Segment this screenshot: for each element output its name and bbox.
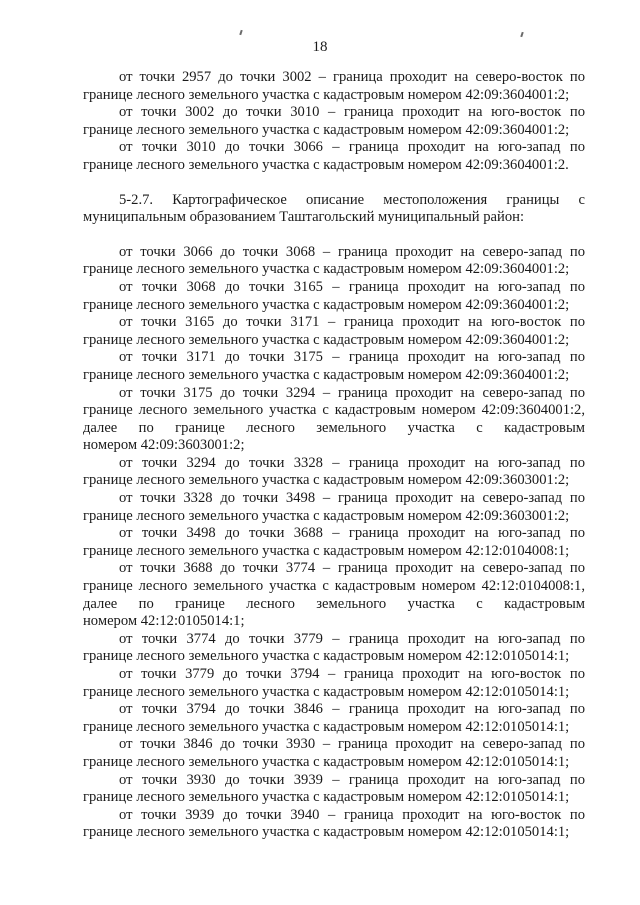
boundary-item-line: от точки 3171 до точки 3175 – граница проходит на юго-запад по — [119, 349, 585, 366]
boundary-item-line: номером 42:12:0105014:1; — [83, 613, 245, 630]
boundary-item-line: границе лесного земельного участка с кадастровым номером 42:12:0105014:1; — [83, 753, 570, 770]
page-number: 18 — [312, 39, 328, 55]
document-body — [83, 69, 585, 842]
boundary-item — [83, 455, 585, 490]
scan-speck — [239, 30, 242, 35]
boundary-item — [83, 139, 585, 174]
boundary-item — [83, 490, 585, 525]
boundary-item-line: границе лесного земельного участка с кадастровым номером 42:12:0105014:1; — [83, 789, 570, 806]
boundary-item-line: от точки 3294 до точки 3328 – граница проходит на юго-запад по — [119, 454, 585, 471]
boundary-item-line: от точки 3779 до точки 3794 – граница проходит на юго-восток по — [119, 666, 585, 682]
scan-speck — [520, 32, 523, 37]
boundary-item-line: далее по границе лесного земельного участка с кадастровым — [83, 595, 585, 612]
boundary-item-line: границе лесного земельного участка с кадастровым номером 42:12:0105014:1; — [83, 824, 570, 841]
boundary-item-line: границе лесного земельного участка с кадастровым номером 42:09:3604001:2; — [83, 366, 570, 383]
boundary-item — [83, 314, 585, 349]
boundary-item — [83, 666, 585, 701]
section-spacer — [83, 227, 585, 244]
boundary-item-line: границе лесного земельного участка с кадастровым номером 42:09:3604001:2. — [83, 156, 569, 173]
boundary-item-line: границе лесного земельного участка с кадастровым номером 42:09:3604001:2; — [83, 331, 570, 348]
boundary-item-line: от точки 3774 до точки 3779 – граница проходит на юго-запад по — [119, 630, 585, 647]
boundary-item-line: от точки 3930 до точки 3939 – граница проходит на юго-запад по — [119, 771, 585, 788]
boundary-item-line: далее по границе лесного земельного участка с кадастровым — [83, 419, 585, 436]
boundary-item-line: границе лесного земельного участка с кадастровым номером 42:09:3604001:2; — [83, 121, 570, 138]
boundary-item — [83, 772, 585, 807]
boundary-item-line: от точки 3498 до точки 3688 – граница проходит на юго-запад по — [119, 525, 585, 542]
boundary-item-line: границе лесного земельного участка с кадастровым номером 42:09:3603001:2; — [83, 472, 570, 489]
boundary-item-line: границе лесного земельного участка с кадастровым номером 42:09:3604001:2, — [83, 402, 585, 419]
boundary-item-line: от точки 3939 до точки 3940 – граница проходит на юго-восток по — [119, 806, 585, 823]
boundary-item-line: от точки 3066 до точки 3068 – граница проходит на северо-запад по — [119, 243, 585, 260]
boundary-item — [83, 631, 585, 666]
boundary-item — [83, 736, 585, 771]
boundary-item — [83, 525, 585, 560]
boundary-item-line: от точки 2957 до точки 3002 – граница проходит на северо-восток по — [119, 69, 585, 85]
boundary-item-line: границе лесного земельного участка с кадастровым номером 42:12:0104008:1; — [83, 542, 570, 559]
section-heading — [83, 192, 585, 227]
boundary-item-line: границе лесного земельного участка с кадастровым номером 42:09:3604001:2; — [83, 86, 570, 103]
section-spacer — [83, 175, 585, 192]
boundary-item-line: от точки 3846 до точки 3930 – граница проходит на северо-запад по — [119, 736, 585, 753]
boundary-item — [83, 104, 585, 139]
boundary-item-line: от точки 3328 до точки 3498 – граница проходит на северо-запад по — [119, 490, 585, 507]
boundary-item-line: границе лесного земельного участка с кадастровым номером 42:12:0105014:1; — [83, 648, 570, 665]
boundary-item-line: границе лесного земельного участка с кадастровым номером 42:12:0104008:1, — [83, 578, 585, 595]
boundary-item — [83, 244, 585, 279]
boundary-item-line: от точки 3002 до точки 3010 – граница проходит на юго-восток по — [119, 104, 585, 121]
boundary-item — [83, 69, 585, 104]
boundary-item-line: границе лесного земельного участка с кадастровым номером 42:12:0105014:1; — [83, 683, 570, 700]
boundary-item-line: от точки 3165 до точки 3171 – граница проходит на юго-восток по — [119, 314, 585, 331]
boundary-item-line: от точки 3688 до точки 3774 – граница проходит на северо-запад по — [119, 560, 585, 577]
boundary-item-line: границе лесного земельного участка с кадастровым номером 42:12:0105014:1; — [83, 718, 570, 735]
boundary-item-line: границе лесного земельного участка с кадастровым номером 42:09:3604001:2; — [83, 296, 570, 313]
boundary-item-line: номером 42:09:3603001:2; — [83, 437, 245, 454]
boundary-item — [83, 385, 585, 455]
boundary-item — [83, 279, 585, 314]
boundary-item-line: от точки 3794 до точки 3846 – граница проходит на юго-запад по — [119, 701, 585, 718]
boundary-item — [83, 807, 585, 842]
boundary-item-line: от точки 3068 до точки 3165 – граница проходит на юго-запад по — [119, 278, 585, 295]
boundary-item-line: границе лесного земельного участка с кадастровым номером 42:09:3603001:2; — [83, 507, 570, 524]
boundary-item — [83, 701, 585, 736]
boundary-item-line: от точки 3010 до точки 3066 – граница проходит на юго-запад по — [119, 139, 585, 156]
boundary-item — [83, 349, 585, 384]
section-heading-line: 5-2.7. Картографическое описание местоположения границы с — [119, 191, 585, 208]
boundary-item-line: границе лесного земельного участка с кадастровым номером 42:09:3604001:2; — [83, 261, 570, 278]
boundary-item-line: от точки 3175 до точки 3294 – граница проходит на северо-запад по — [119, 384, 585, 401]
section-heading-line: муниципальным образованием Таштагольский муниципальный район: — [83, 209, 524, 226]
boundary-item — [83, 560, 585, 630]
